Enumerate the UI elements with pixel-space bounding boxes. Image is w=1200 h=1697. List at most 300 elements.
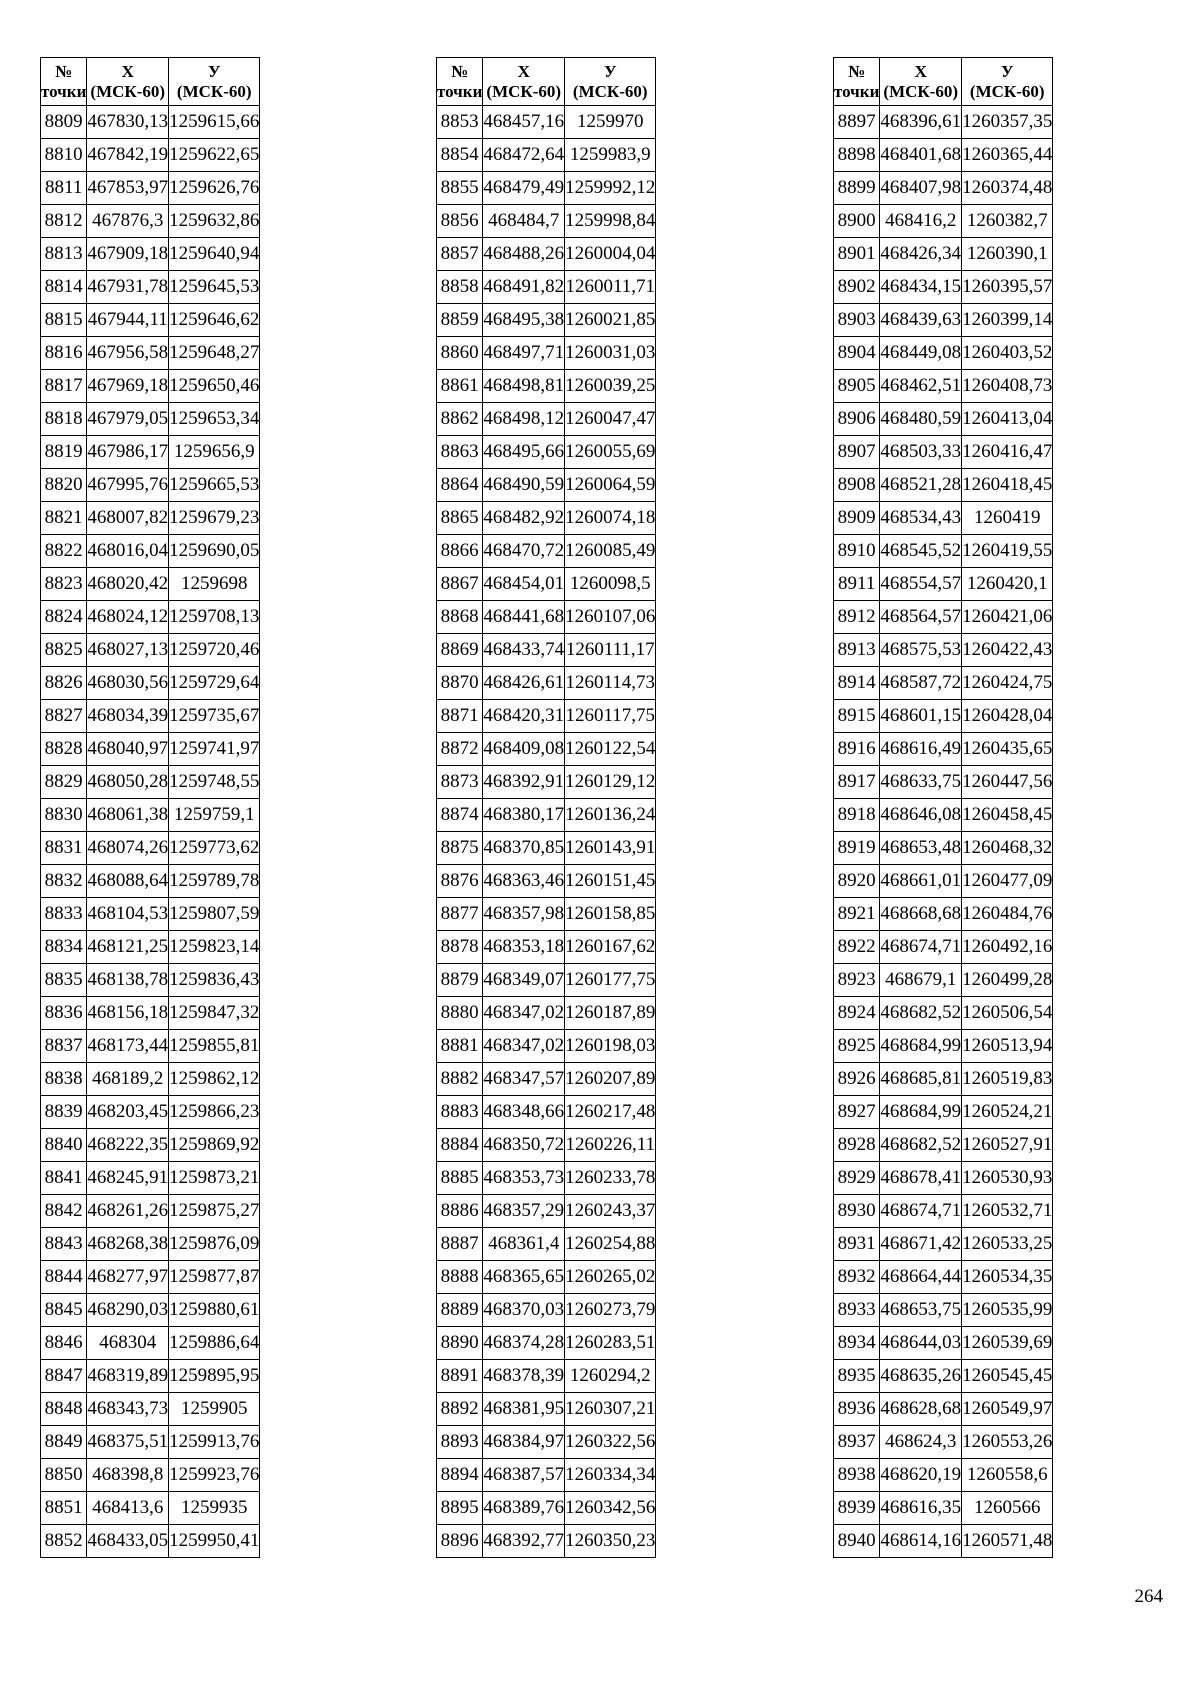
x-coordinate-cell: 468203,45 — [87, 1096, 169, 1129]
table-row — [437, 898, 656, 931]
point-number-cell: 8920 — [834, 865, 880, 898]
table-row — [41, 1459, 260, 1492]
table-row — [437, 1129, 656, 1162]
y-coordinate-cell: 1260534,35 — [962, 1261, 1053, 1294]
x-coordinate-cell: 468401,68 — [880, 139, 962, 172]
point-number-cell: 8902 — [834, 271, 880, 304]
point-number-cell: 8821 — [41, 502, 87, 535]
y-coordinate-cell: 1260484,76 — [962, 898, 1053, 931]
point-number-cell: 8876 — [437, 865, 483, 898]
table-row — [437, 667, 656, 700]
table-row — [41, 205, 260, 238]
y-coordinate-cell: 1259886,64 — [169, 1327, 260, 1360]
point-number-cell: 8923 — [834, 964, 880, 997]
point-number-cell: 8810 — [41, 139, 87, 172]
table-row — [41, 634, 260, 667]
point-number-cell: 8822 — [41, 535, 87, 568]
header-x-coordinate: X (МСК-60) — [483, 58, 565, 106]
y-coordinate-cell: 1260117,75 — [565, 700, 656, 733]
table-row — [41, 964, 260, 997]
x-coordinate-cell: 468420,31 — [483, 700, 565, 733]
table-row — [437, 1360, 656, 1393]
x-coordinate-cell: 468261,26 — [87, 1195, 169, 1228]
y-coordinate-cell: 1259708,13 — [169, 601, 260, 634]
point-number-cell: 8814 — [41, 271, 87, 304]
y-coordinate-cell: 1259847,32 — [169, 997, 260, 1030]
table-row — [41, 1030, 260, 1063]
x-coordinate-cell: 468343,73 — [87, 1393, 169, 1426]
page-number: 264 — [1134, 1586, 1163, 1607]
table-row — [437, 1030, 656, 1063]
y-coordinate-cell: 1260167,62 — [565, 931, 656, 964]
x-coordinate-cell: 468020,42 — [87, 568, 169, 601]
table-row — [437, 832, 656, 865]
y-coordinate-cell: 1260424,75 — [962, 667, 1053, 700]
x-coordinate-cell: 468488,26 — [483, 238, 565, 271]
point-number-cell: 8861 — [437, 370, 483, 403]
table-row — [834, 766, 1053, 799]
point-number-cell: 8848 — [41, 1393, 87, 1426]
x-coordinate-cell: 468030,56 — [87, 667, 169, 700]
point-number-cell: 8912 — [834, 601, 880, 634]
x-coordinate-cell: 468620,19 — [880, 1459, 962, 1492]
table-row — [41, 535, 260, 568]
x-coordinate-cell: 468061,38 — [87, 799, 169, 832]
point-number-cell: 8924 — [834, 997, 880, 1030]
table-row — [41, 1195, 260, 1228]
y-coordinate-cell: 1260435,65 — [962, 733, 1053, 766]
y-coordinate-cell: 1260187,89 — [565, 997, 656, 1030]
point-number-cell: 8835 — [41, 964, 87, 997]
y-coordinate-cell: 1260031,03 — [565, 337, 656, 370]
point-number-cell: 8858 — [437, 271, 483, 304]
x-coordinate-cell: 468409,08 — [483, 733, 565, 766]
point-number-cell: 8881 — [437, 1030, 483, 1063]
x-coordinate-cell: 468684,99 — [880, 1096, 962, 1129]
y-coordinate-cell: 1260217,48 — [565, 1096, 656, 1129]
x-coordinate-cell: 468661,01 — [880, 865, 962, 898]
y-coordinate-cell: 1260530,93 — [962, 1162, 1053, 1195]
y-coordinate-cell: 1260342,56 — [565, 1492, 656, 1525]
y-coordinate-cell: 1259729,64 — [169, 667, 260, 700]
table-row — [41, 172, 260, 205]
x-coordinate-cell: 468426,61 — [483, 667, 565, 700]
table-row — [437, 733, 656, 766]
coordinate-table-3 — [833, 57, 1053, 1558]
x-coordinate-cell: 468398,8 — [87, 1459, 169, 1492]
y-coordinate-cell: 1260004,04 — [565, 238, 656, 271]
y-coordinate-cell: 1260265,02 — [565, 1261, 656, 1294]
x-coordinate-cell: 468644,03 — [880, 1327, 962, 1360]
point-number-cell: 8842 — [41, 1195, 87, 1228]
point-number-cell: 8918 — [834, 799, 880, 832]
point-number-cell: 8913 — [834, 634, 880, 667]
table-row — [41, 469, 260, 502]
table-row — [437, 931, 656, 964]
point-number-cell: 8830 — [41, 799, 87, 832]
point-number-cell: 8884 — [437, 1129, 483, 1162]
table-row — [437, 205, 656, 238]
table-row — [834, 304, 1053, 337]
point-number-cell: 8847 — [41, 1360, 87, 1393]
x-coordinate-cell: 468034,39 — [87, 700, 169, 733]
x-coordinate-cell: 468353,18 — [483, 931, 565, 964]
y-coordinate-cell: 1259998,84 — [565, 205, 656, 238]
y-coordinate-cell: 1260539,69 — [962, 1327, 1053, 1360]
x-coordinate-cell: 468027,13 — [87, 634, 169, 667]
point-number-cell: 8910 — [834, 535, 880, 568]
table-row — [834, 667, 1053, 700]
y-coordinate-cell: 1260122,54 — [565, 733, 656, 766]
y-coordinate-cell: 1260114,73 — [565, 667, 656, 700]
y-coordinate-cell: 1260535,99 — [962, 1294, 1053, 1327]
y-coordinate-cell: 1260447,56 — [962, 766, 1053, 799]
x-coordinate-cell: 468495,38 — [483, 304, 565, 337]
point-number-cell: 8875 — [437, 832, 483, 865]
point-number-cell: 8871 — [437, 700, 483, 733]
table-row — [834, 1129, 1053, 1162]
table-row — [834, 1459, 1053, 1492]
table-row — [834, 1426, 1053, 1459]
x-coordinate-cell: 468635,26 — [880, 1360, 962, 1393]
point-number-cell: 8900 — [834, 205, 880, 238]
point-number-cell: 8825 — [41, 634, 87, 667]
point-number-cell: 8865 — [437, 502, 483, 535]
point-number-cell: 8839 — [41, 1096, 87, 1129]
y-coordinate-cell: 1259836,43 — [169, 964, 260, 997]
x-coordinate-cell: 467853,97 — [87, 172, 169, 205]
x-coordinate-cell: 468361,4 — [483, 1228, 565, 1261]
x-coordinate-cell: 468678,41 — [880, 1162, 962, 1195]
point-number-cell: 8892 — [437, 1393, 483, 1426]
point-number-cell: 8853 — [437, 106, 483, 139]
x-coordinate-cell: 468470,72 — [483, 535, 565, 568]
point-number-cell: 8838 — [41, 1063, 87, 1096]
y-coordinate-cell: 1260350,23 — [565, 1525, 656, 1558]
point-number-cell: 8907 — [834, 436, 880, 469]
table-row — [437, 403, 656, 436]
point-number-cell: 8890 — [437, 1327, 483, 1360]
y-coordinate-cell: 1259880,61 — [169, 1294, 260, 1327]
table-row — [41, 1063, 260, 1096]
table-row — [834, 106, 1053, 139]
point-number-cell: 8809 — [41, 106, 87, 139]
x-coordinate-cell: 468380,17 — [483, 799, 565, 832]
x-coordinate-cell: 468498,12 — [483, 403, 565, 436]
x-coordinate-cell: 468472,64 — [483, 139, 565, 172]
table-row — [437, 139, 656, 172]
y-coordinate-cell: 1259648,27 — [169, 337, 260, 370]
y-coordinate-cell: 1259646,62 — [169, 304, 260, 337]
point-number-cell: 8877 — [437, 898, 483, 931]
point-number-cell: 8911 — [834, 568, 880, 601]
point-number-cell: 8895 — [437, 1492, 483, 1525]
x-coordinate-cell: 468389,76 — [483, 1492, 565, 1525]
y-coordinate-cell: 1260477,09 — [962, 865, 1053, 898]
y-coordinate-cell: 1260243,37 — [565, 1195, 656, 1228]
y-coordinate-cell: 1260558,6 — [962, 1459, 1053, 1492]
point-number-cell: 8931 — [834, 1228, 880, 1261]
x-coordinate-cell: 468628,68 — [880, 1393, 962, 1426]
point-number-cell: 8873 — [437, 766, 483, 799]
point-number-cell: 8868 — [437, 601, 483, 634]
x-coordinate-cell: 468222,35 — [87, 1129, 169, 1162]
table-row — [834, 700, 1053, 733]
y-coordinate-cell: 1259640,94 — [169, 238, 260, 271]
x-coordinate-cell: 468290,03 — [87, 1294, 169, 1327]
x-coordinate-cell: 468392,91 — [483, 766, 565, 799]
table-row — [437, 568, 656, 601]
x-coordinate-cell: 468479,49 — [483, 172, 565, 205]
table-row — [437, 1492, 656, 1525]
table-row — [834, 898, 1053, 931]
y-coordinate-cell: 1260527,91 — [962, 1129, 1053, 1162]
header-row — [834, 58, 1053, 106]
table-row — [834, 1195, 1053, 1228]
point-number-cell: 8909 — [834, 502, 880, 535]
x-coordinate-cell: 468434,15 — [880, 271, 962, 304]
y-coordinate-cell: 1259789,78 — [169, 865, 260, 898]
table-row — [437, 271, 656, 304]
x-coordinate-cell: 468347,02 — [483, 1030, 565, 1063]
y-coordinate-cell: 1260408,73 — [962, 370, 1053, 403]
header-y-coordinate: У (МСК-60) — [565, 58, 656, 106]
table-row — [41, 1261, 260, 1294]
x-coordinate-cell: 468482,92 — [483, 502, 565, 535]
table-row — [437, 1294, 656, 1327]
point-number-cell: 8880 — [437, 997, 483, 1030]
y-coordinate-cell: 1259650,46 — [169, 370, 260, 403]
y-coordinate-cell: 1259970 — [565, 106, 656, 139]
y-coordinate-cell: 1260294,2 — [565, 1360, 656, 1393]
point-number-cell: 8837 — [41, 1030, 87, 1063]
point-number-cell: 8929 — [834, 1162, 880, 1195]
table-row — [41, 502, 260, 535]
table-row — [41, 766, 260, 799]
y-coordinate-cell: 1259626,76 — [169, 172, 260, 205]
x-coordinate-cell: 468357,98 — [483, 898, 565, 931]
point-number-cell: 8874 — [437, 799, 483, 832]
x-coordinate-cell: 468189,2 — [87, 1063, 169, 1096]
y-coordinate-cell: 1260365,44 — [962, 139, 1053, 172]
point-number-cell: 8916 — [834, 733, 880, 766]
y-coordinate-cell: 1260074,18 — [565, 502, 656, 535]
y-coordinate-cell: 1260545,45 — [962, 1360, 1053, 1393]
x-coordinate-cell: 468433,74 — [483, 634, 565, 667]
y-coordinate-cell: 1260571,48 — [962, 1525, 1053, 1558]
y-coordinate-cell: 1260418,45 — [962, 469, 1053, 502]
y-coordinate-cell: 1260533,25 — [962, 1228, 1053, 1261]
y-coordinate-cell: 1260273,79 — [565, 1294, 656, 1327]
x-coordinate-cell: 468426,34 — [880, 238, 962, 271]
point-number-cell: 8928 — [834, 1129, 880, 1162]
table-row — [834, 1360, 1053, 1393]
point-number-cell: 8919 — [834, 832, 880, 865]
table-row — [437, 865, 656, 898]
y-coordinate-cell: 1259759,1 — [169, 799, 260, 832]
point-number-cell: 8914 — [834, 667, 880, 700]
point-number-cell: 8869 — [437, 634, 483, 667]
table-row — [41, 667, 260, 700]
x-coordinate-cell: 468439,63 — [880, 304, 962, 337]
y-coordinate-cell: 1259741,97 — [169, 733, 260, 766]
point-number-cell: 8934 — [834, 1327, 880, 1360]
point-number-cell: 8824 — [41, 601, 87, 634]
table-row — [834, 865, 1053, 898]
point-number-cell: 8887 — [437, 1228, 483, 1261]
y-coordinate-cell: 1259877,87 — [169, 1261, 260, 1294]
x-coordinate-cell: 468007,82 — [87, 502, 169, 535]
y-coordinate-cell: 1260207,89 — [565, 1063, 656, 1096]
table-row — [437, 964, 656, 997]
table-row — [437, 1459, 656, 1492]
point-number-cell: 8899 — [834, 172, 880, 205]
table-row — [437, 436, 656, 469]
x-coordinate-cell: 468497,71 — [483, 337, 565, 370]
point-number-cell: 8897 — [834, 106, 880, 139]
table-row — [437, 1195, 656, 1228]
x-coordinate-cell: 468375,51 — [87, 1426, 169, 1459]
table-row — [834, 1492, 1053, 1525]
table-row — [41, 337, 260, 370]
x-coordinate-cell: 467956,58 — [87, 337, 169, 370]
point-number-cell: 8862 — [437, 403, 483, 436]
point-number-cell: 8878 — [437, 931, 483, 964]
y-coordinate-cell: 1260233,78 — [565, 1162, 656, 1195]
table-row — [41, 997, 260, 1030]
table-row — [437, 1096, 656, 1129]
x-coordinate-cell: 468074,26 — [87, 832, 169, 865]
point-number-cell: 8856 — [437, 205, 483, 238]
x-coordinate-cell: 467931,78 — [87, 271, 169, 304]
table-row — [437, 799, 656, 832]
x-coordinate-cell: 468347,02 — [483, 997, 565, 1030]
point-number-cell: 8826 — [41, 667, 87, 700]
point-number-cell: 8828 — [41, 733, 87, 766]
x-coordinate-cell: 468433,05 — [87, 1525, 169, 1558]
table-row — [41, 370, 260, 403]
x-coordinate-cell: 468462,51 — [880, 370, 962, 403]
table-row — [834, 1228, 1053, 1261]
table-row — [41, 931, 260, 964]
table-row — [834, 634, 1053, 667]
y-coordinate-cell: 1260395,57 — [962, 271, 1053, 304]
y-coordinate-cell: 1260011,71 — [565, 271, 656, 304]
y-coordinate-cell: 1260085,49 — [565, 535, 656, 568]
y-coordinate-cell: 1259823,14 — [169, 931, 260, 964]
x-coordinate-cell: 467986,17 — [87, 436, 169, 469]
x-coordinate-cell: 468407,98 — [880, 172, 962, 205]
x-coordinate-cell: 468365,65 — [483, 1261, 565, 1294]
point-number-cell: 8813 — [41, 238, 87, 271]
x-coordinate-cell: 468503,33 — [880, 436, 962, 469]
y-coordinate-cell: 1259905 — [169, 1393, 260, 1426]
x-coordinate-cell: 468495,66 — [483, 436, 565, 469]
point-number-cell: 8818 — [41, 403, 87, 436]
table-row — [41, 139, 260, 172]
y-coordinate-cell: 1259862,12 — [169, 1063, 260, 1096]
point-number-cell: 8893 — [437, 1426, 483, 1459]
point-number-cell: 8938 — [834, 1459, 880, 1492]
x-coordinate-cell: 468024,12 — [87, 601, 169, 634]
table-row — [834, 1294, 1053, 1327]
table-row — [41, 1162, 260, 1195]
x-coordinate-cell: 468601,15 — [880, 700, 962, 733]
table-row — [437, 766, 656, 799]
x-coordinate-cell: 468449,08 — [880, 337, 962, 370]
y-coordinate-cell: 1259690,05 — [169, 535, 260, 568]
y-coordinate-cell: 1260177,75 — [565, 964, 656, 997]
y-coordinate-cell: 1260419 — [962, 502, 1053, 535]
x-coordinate-cell: 467876,3 — [87, 205, 169, 238]
header-point-number: № точки — [41, 58, 87, 106]
y-coordinate-cell: 1260129,12 — [565, 766, 656, 799]
x-coordinate-cell: 467944,11 — [87, 304, 169, 337]
x-coordinate-cell: 468668,68 — [880, 898, 962, 931]
y-coordinate-cell: 1259935 — [169, 1492, 260, 1525]
y-coordinate-cell: 1259875,27 — [169, 1195, 260, 1228]
y-coordinate-cell: 1260021,85 — [565, 304, 656, 337]
x-coordinate-cell: 468370,85 — [483, 832, 565, 865]
table-row — [834, 832, 1053, 865]
point-number-cell: 8915 — [834, 700, 880, 733]
x-coordinate-cell: 468521,28 — [880, 469, 962, 502]
y-coordinate-cell: 1260506,54 — [962, 997, 1053, 1030]
point-number-cell: 8904 — [834, 337, 880, 370]
table-row — [437, 337, 656, 370]
table-row — [41, 271, 260, 304]
y-coordinate-cell: 1260374,48 — [962, 172, 1053, 205]
point-number-cell: 8896 — [437, 1525, 483, 1558]
x-coordinate-cell: 468384,97 — [483, 1426, 565, 1459]
y-coordinate-cell: 1259748,55 — [169, 766, 260, 799]
table-row — [41, 304, 260, 337]
table-row — [41, 832, 260, 865]
x-coordinate-cell: 468381,95 — [483, 1393, 565, 1426]
point-number-cell: 8817 — [41, 370, 87, 403]
y-coordinate-cell: 1260419,55 — [962, 535, 1053, 568]
y-coordinate-cell: 1259622,65 — [169, 139, 260, 172]
point-number-cell: 8836 — [41, 997, 87, 1030]
point-number-cell: 8833 — [41, 898, 87, 931]
point-number-cell: 8917 — [834, 766, 880, 799]
point-number-cell: 8867 — [437, 568, 483, 601]
table-row — [437, 304, 656, 337]
table-row — [834, 469, 1053, 502]
y-coordinate-cell: 1260254,88 — [565, 1228, 656, 1261]
table-row — [41, 1525, 260, 1558]
x-coordinate-cell: 468387,57 — [483, 1459, 565, 1492]
point-number-cell: 8935 — [834, 1360, 880, 1393]
y-coordinate-cell: 1259895,95 — [169, 1360, 260, 1393]
y-coordinate-cell: 1260047,47 — [565, 403, 656, 436]
table-row — [834, 238, 1053, 271]
y-coordinate-cell: 1259720,46 — [169, 634, 260, 667]
y-coordinate-cell: 1260198,03 — [565, 1030, 656, 1063]
y-coordinate-cell: 1259773,62 — [169, 832, 260, 865]
x-coordinate-cell: 467830,13 — [87, 106, 169, 139]
header-point-number: № точки — [834, 58, 880, 106]
x-coordinate-cell: 468457,16 — [483, 106, 565, 139]
point-number-cell: 8846 — [41, 1327, 87, 1360]
y-coordinate-cell: 1260421,06 — [962, 601, 1053, 634]
x-coordinate-cell: 468491,82 — [483, 271, 565, 304]
point-number-cell: 8832 — [41, 865, 87, 898]
table-row — [41, 601, 260, 634]
y-coordinate-cell: 1259656,9 — [169, 436, 260, 469]
y-coordinate-cell: 1260322,56 — [565, 1426, 656, 1459]
table-row — [834, 1096, 1053, 1129]
